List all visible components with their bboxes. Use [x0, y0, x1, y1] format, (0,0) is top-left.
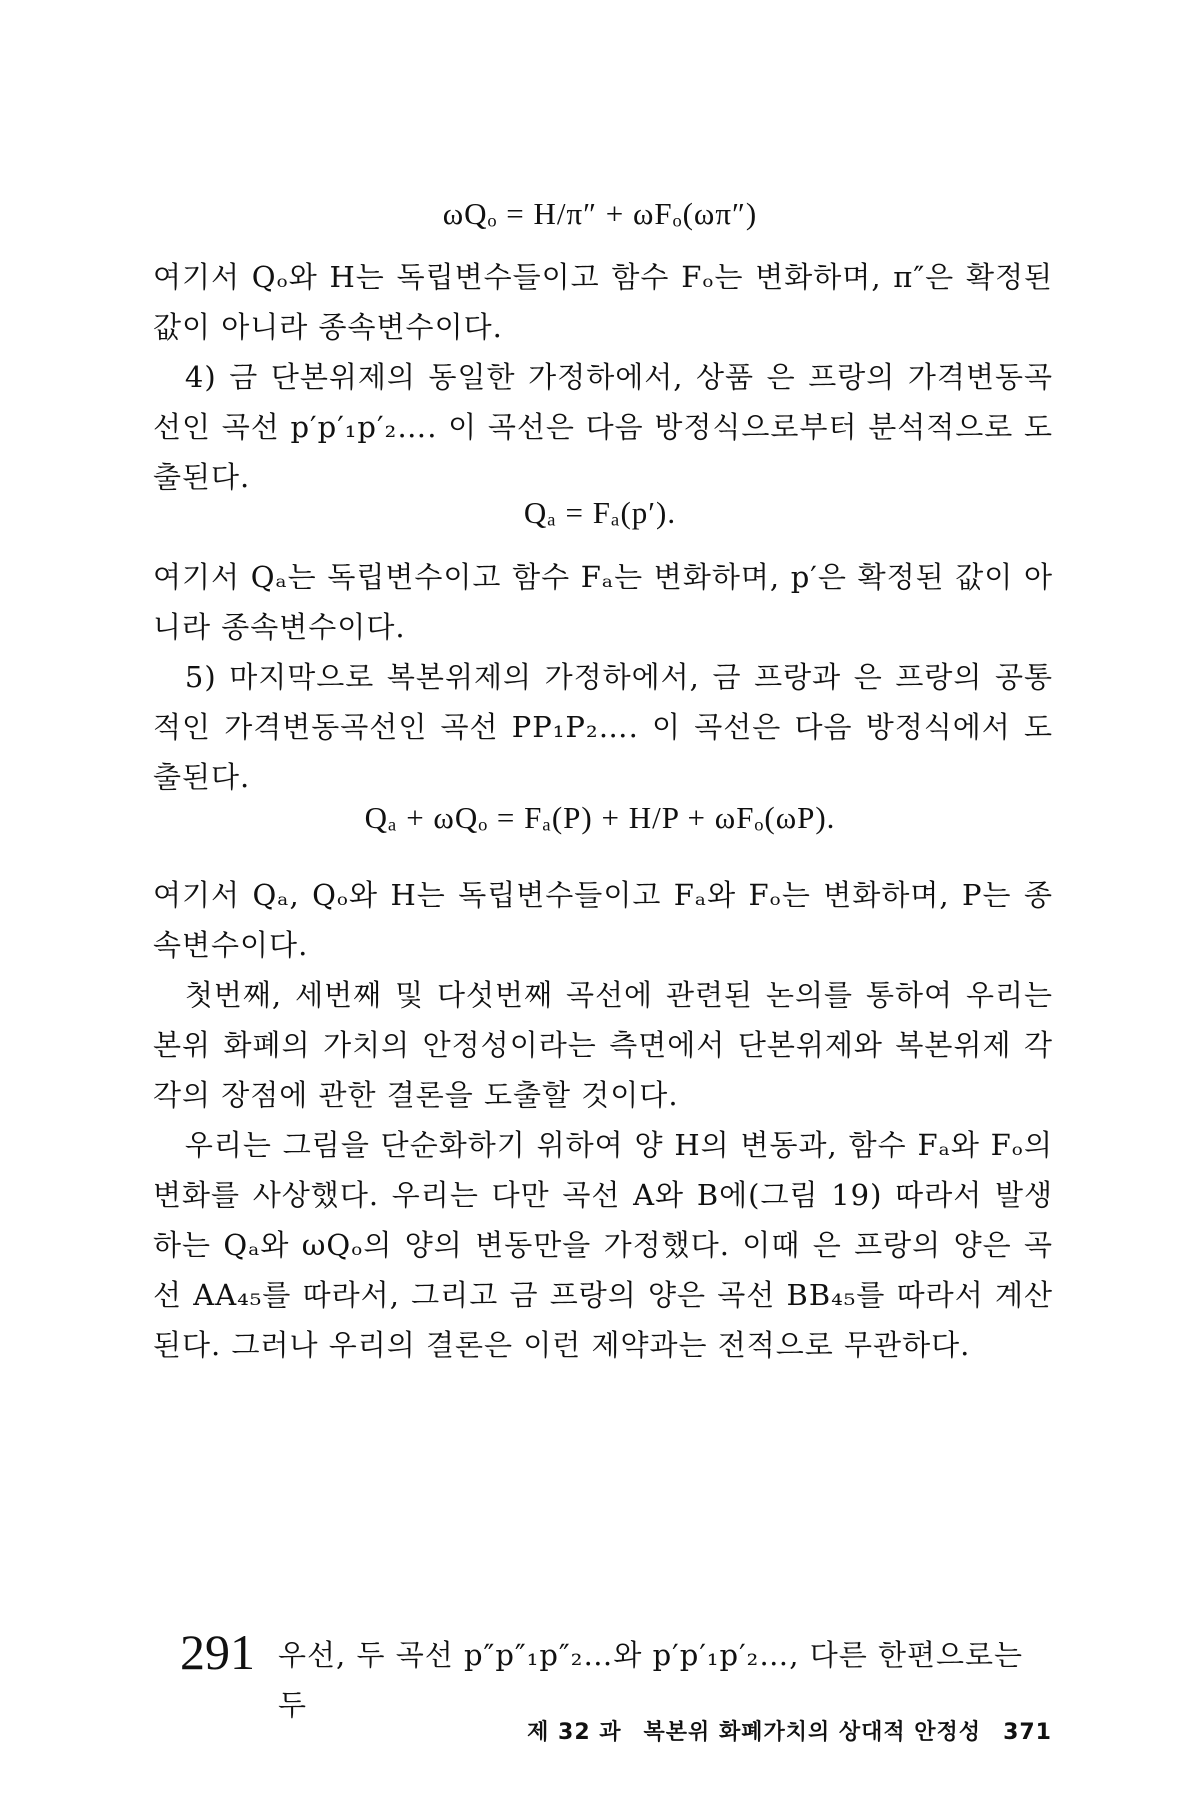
paragraph-6: 첫번째, 세번째 및 다섯번째 곡선에 관련된 논의를 통하여 우리는 본위 화폐의 가치의 안정성이라는 측면에서 단본위제와 복본위제 각각의 장점에 관한 결론을 도출할 것이다. [153, 978, 1053, 1112]
equation-3: Qₐ + ωQₒ = Fₐ(P) + H/P + ωFₒ(ωP). [364, 800, 836, 835]
equation-1: ωQₒ = H/π″ + ωFₒ(ωπ″) [442, 196, 758, 231]
section-text: 우선, 두 곡선 p″p″₁p″₂…와 p′p′₁p′₂…, 다른 한편으로는 두 [278, 1638, 1024, 1722]
paragraph-3: 여기서 Qₐ는 독립변수이고 함수 Fₐ는 변화하며, p′은 확정된 값이 아니라 종속변수이다. [153, 560, 1054, 644]
section-line [180, 1622, 1053, 1722]
paragraph-4: 5) 마지막으로 복본위제의 가정하에서, 금 프랑과 은 프랑의 공통적인 가격변동곡선인 곡선 PP₁P₂…. 이 곡선은 다음 방정식에서 도출된다. [153, 660, 1053, 794]
section-number: 291 [180, 1624, 255, 1680]
paragraph-1: 여기서 Qₒ와 H는 독립변수들이고 함수 Fₒ는 변화하며, π″은 확정된 값이 아니라 종속변수이다. [153, 260, 1053, 344]
page-footer [527, 1715, 1052, 1746]
paragraph-7: 우리는 그림을 단순화하기 위하여 양 H의 변동과, 함수 Fₐ와 Fₒ의 변화를 사상했다. 우리는 다만 곡선 A와 B에(그림 19) 따라서 발생하는 Qₐ와 ωQₒ의 양의 변동만을 가정했다. 이때 은 프랑의 양은 곡선 AA₄₅를 따라서, 그리고 금 프랑의 양은 곡선 BB₄₅를 따라서 계산된다. 그러나 우리의 결론은 이런 제약과는 전적으로 무관하다. [153, 1128, 1053, 1362]
equation-2: Qₐ = Fₐ(p′). [523, 495, 677, 530]
footer-title: 복본위 화폐가치의 상대적 안정성 [643, 1720, 982, 1745]
page-number: 371 [1003, 1720, 1052, 1745]
paragraph-2: 4) 금 단본위제의 동일한 가정하에서, 상품 은 프랑의 가격변동곡선인 곡선 p′p′₁p′₂…. 이 곡선은 다음 방정식으로부터 분석적으로 도출된다. [153, 360, 1053, 494]
paragraph-5: 여기서 Qₐ, Qₒ와 H는 독립변수들이고 Fₐ와 Fₒ는 변화하며, P는 종속변수이다. [153, 878, 1053, 962]
footer-chapter: 제 32 과 [527, 1720, 622, 1745]
